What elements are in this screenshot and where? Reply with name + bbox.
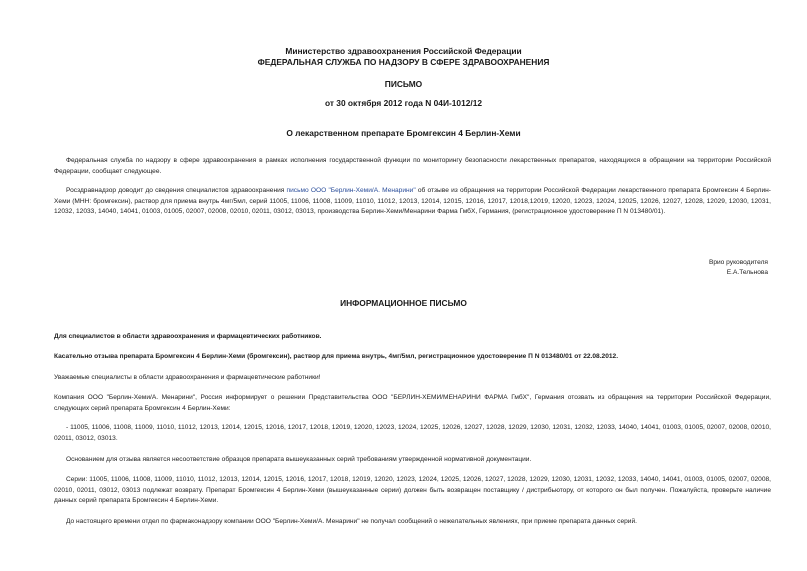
info-paragraph-1: Компания ООО "Берлин-Хеми/А. Менарини", Россия информирует о решении Представительства ООО "БЕРЛИН-ХЕМИ/МЕНАРИНИ ФАРМА ГмбХ", Германия отозвать из обращения на территории Российской Федерации, следующих серий препарата Бромгексин 4 Берлин-Хеми:: [54, 394, 771, 412]
info-greeting: Уважаемые специалисты в области здравоохранения и фармацевтические работники!: [54, 374, 321, 381]
service-heading: ФЕДЕРАЛЬНАЯ СЛУЖБА ПО НАДЗОРУ В СФЕРЕ ЗДРАВООХРАНЕНИЯ: [257, 57, 550, 67]
letter-paragraph-1: Федеральная служба по надзору в сфере здравоохранения в рамках исполнения государственной функции по мониторингу безопасности лекарственных препаратов, находящихся в обращении на территории Российской Федерации, сообщает следующее.: [54, 157, 771, 175]
ministry-heading: Министерство здравоохранения Российской Федерации: [285, 46, 522, 56]
info-paragraph-reason: Основанием для отзыва является несоответствие образцов препарата вышеуказанных серий требованиям утвержденной нормативной документации.: [66, 456, 532, 463]
info-paragraph-pharmacovigilance: До настоящего времени отдел по фармаконадзору компании ООО "Берлин-Хеми/А. Менарини" не получал сообщений о нежелательных явлениях, при приеме препарата данных серий.: [66, 518, 637, 525]
info-audience: Для специалистов в области здравоохранения и фармацевтических работников.: [54, 333, 322, 340]
info-series-list: - 11005, 11006, 11008, 11009, 11010, 11012, 12013, 12014, 12015, 12016, 12017, 12018, 12019, 12020, 12023, 12024, 12025, 12026, 12027, 12028, 12029, 12030, 12031, 12032, 12033, 14040, 14041, 01003, 01005, 02007, 02008, 02010, 02011, 03012, 03013.: [54, 424, 771, 442]
document-date-number: от 30 октября 2012 года N 04И-1012/12: [324, 98, 483, 108]
paragraph-2-intro: Росздравнадзор доводит до сведения специалистов здравоохранения: [66, 187, 287, 194]
letter-paragraph-2: [54, 186, 771, 218]
menarini-letter-link[interactable]: письмо ООО "Берлин-Хеми/А. Менарини": [286, 187, 416, 194]
info-letter-title: ИНФОРМАЦИОННОЕ ПИСЬМО: [340, 298, 467, 308]
info-paragraph-return: Серии: 11005, 11006, 11008, 11009, 11010, 11012, 12013, 12014, 12015, 12016, 12017, 12018, 12019, 12020, 12023, 12024, 12025, 12026, 12027, 12028, 12029, 12030, 12031, 12032, 12033, 14040, 14041, 01003, 01005, 02007, 02008, 02010, 02011, 03012, 03013 подлежат возврату. Препарат Бромгексин 4 Берлин-Хеми (вышеуказанные серии) должен быть возвращен поставщику / дистрибьютору, от которого он был получен. Пожалуйста, проверьте наличие данных серий препарата Бромгексин 4 Берлин-Хеми.: [54, 476, 771, 505]
paragraph-2-details: об отзыве из обращения на территории Российской Федерации лекарственного препарата Бромгексин 4 Берлин-Хеми (МНН: бромгексин), раствор для приема внутрь 4мг/5мл, серий 11005, 11006, 11008, 11009, 11010, 11012, 12013, 12014, 12015, 12016, 12017, 12018,12019, 12020, 12023, 12024, 12025, 12026, 12027, 12028, 12029, 12030, 12031, 12032, 12033, 14040, 14041, 01003, 01005, 02007, 02008, 02010, 02011, 03012, 03013, производства Берлин-Хеми/Менарини Фарма ГмбХ, Германия, (регистрационное удостоверение П N 013480/01).: [54, 187, 771, 216]
document-subject: О лекарственном препарате Бромгексин 4 Берлин-Хеми: [286, 128, 521, 138]
document-type: ПИСЬМО: [384, 79, 423, 89]
signature-name: Е.А.Тельнова: [726, 269, 768, 276]
info-regarding: Касательно отзыва препарата Бромгексин 4 Берлин-Хеми (бромгексин), раствор для приема внутрь, 4мг/5мл, регистрационное удостоверение П N 013480/01 от 22.08.2012.: [54, 353, 619, 360]
signature-position: Врио руководителя: [708, 259, 768, 266]
